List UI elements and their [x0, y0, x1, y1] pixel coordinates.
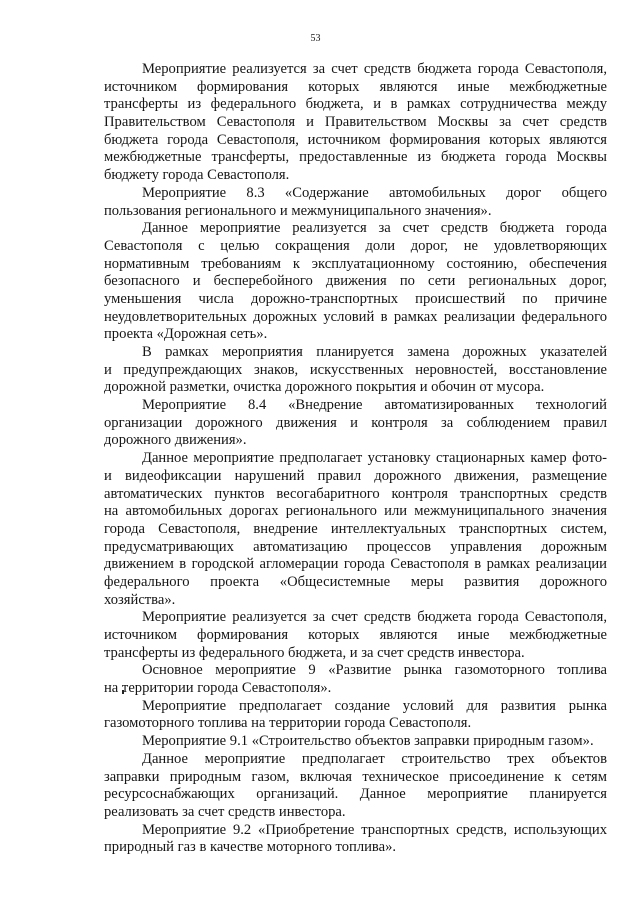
- paragraph: [104, 220, 607, 344]
- text-line: безопасного и бесперебойного движения по сети региональных дорог,: [104, 273, 607, 290]
- text-line: бюджету города Севастополя.: [104, 167, 290, 184]
- text-line: и предупреждающих знаков, искусственных неровностей, восстановление: [104, 361, 607, 378]
- text-line: и видеофиксации нарушений правил дорожного движения, размещение: [104, 467, 607, 484]
- text-line: бюджета города Севастополя, источником формирования которых являются: [104, 131, 607, 148]
- text-line: хозяйства».: [104, 591, 176, 608]
- paragraph: [104, 450, 607, 609]
- text-line: газомоторного топлива на территории города Севастополя.: [104, 715, 472, 732]
- text-line: неудовлетворительных дорожных условий в рамках реализации федерального: [104, 308, 607, 325]
- text-line: города Севастополя, внедрение интеллектуальных транспортных систем,: [104, 520, 607, 537]
- text-line: Мероприятие 8.4 «Внедрение автоматизированных технологий: [142, 397, 607, 414]
- text-line: трансферты из федерального бюджета, и за счет средств инвестора.: [104, 644, 525, 661]
- text-line: Основное мероприятие 9 «Развитие рынка газомоторного топлива: [142, 662, 607, 679]
- text-line: дорожного движения».: [104, 432, 247, 449]
- paragraph: [104, 397, 607, 450]
- text-line: Мероприятие реализуется за счет средств бюджета города Севастополя,: [142, 609, 607, 626]
- text-line: Правительством Севастополя и Правительством Москвы за счет средств: [104, 114, 607, 131]
- text-line: реализовать за счет средств инвестора.: [104, 803, 346, 820]
- page-number: 53: [310, 33, 321, 44]
- text-line: проекта «Дорожная сеть».: [104, 326, 268, 343]
- text-line: на территории города Севастополя».: [104, 680, 332, 697]
- text-line: пользования регионального и межмуниципального значения».: [104, 202, 492, 219]
- paragraph: [104, 698, 607, 733]
- text-line: Мероприятие реализуется за счет средств бюджета города Севастополя,: [142, 61, 607, 77]
- text-line: предусматривающих автоматизацию процессов управления дорожным: [104, 538, 607, 555]
- text-line: дорожной разметки, очистка дорожного покрытия и обочин от мусора.: [104, 379, 545, 396]
- text-line: Мероприятие 9.1 «Строительство объектов заправки природным газом».: [142, 733, 594, 750]
- text-line: природный газ в качестве моторного топлива».: [104, 839, 397, 856]
- text-line: Данное мероприятие предполагает установку стационарных камер фото-: [142, 450, 607, 467]
- text-line: Мероприятие 8.3 «Содержание автомобильных дорог общего: [142, 184, 607, 201]
- text-line: межбюджетные трансферты, предоставленные из бюджета города Москвы: [104, 149, 607, 166]
- text-line: В рамках мероприятия планируется замена дорожных указателей: [142, 344, 607, 360]
- text-line: организации дорожного движения и контроля за соблюдением правил: [104, 414, 607, 431]
- paragraph: [104, 751, 607, 822]
- paragraph: [104, 344, 607, 397]
- text-line: источником формирования которых являются иные межбюджетные: [104, 627, 607, 643]
- text-line: на автомобильных дорогах регионального или межмуниципального значения: [104, 503, 607, 520]
- text-line: Данное мероприятие предполагает строительство трех объектов: [142, 750, 607, 767]
- text-line: федерального проекта «Общесистемные меры развития дорожного: [104, 573, 607, 590]
- text-line: уменьшения числа дорожно-транспортных происшествий по причине: [104, 290, 607, 307]
- text-line: нормативным требованиям к эксплуатационному состоянию, обеспечения: [104, 255, 607, 272]
- text-line: Мероприятие предполагает создание условий для развития рынка: [142, 697, 607, 714]
- text-line: Мероприятие 9.2 «Приобретение транспортных средств, использующих: [142, 821, 607, 838]
- text-line: Данное мероприятие реализуется за счет средств бюджета города: [142, 220, 607, 237]
- text-line: автоматических пунктов весогабаритного контроля транспортных средств: [104, 485, 607, 502]
- text-line: движением в городской агломерации города Севастополя в рамках реализации: [104, 556, 607, 573]
- text-line: заправки природным газом, включая техническое присоединение к сетям: [104, 768, 607, 785]
- text-line: источником формирования которых являются иные межбюджетные: [104, 78, 607, 95]
- text-line: ресурсоснабжающих организаций. Данное мероприятие планируется: [104, 786, 607, 803]
- paragraph: [104, 609, 607, 662]
- paragraph: [104, 61, 607, 185]
- document-body: [104, 61, 607, 857]
- text-line: Севастополя с целью сокращения доли дорог, не удовлетворяющих: [104, 237, 607, 254]
- paragraph: [104, 733, 607, 751]
- paragraph: [104, 185, 607, 220]
- text-line: трансферты из федерального бюджета, и в рамках сотрудничества между: [104, 96, 607, 113]
- paragraph: [104, 822, 607, 857]
- paragraph: [104, 662, 607, 697]
